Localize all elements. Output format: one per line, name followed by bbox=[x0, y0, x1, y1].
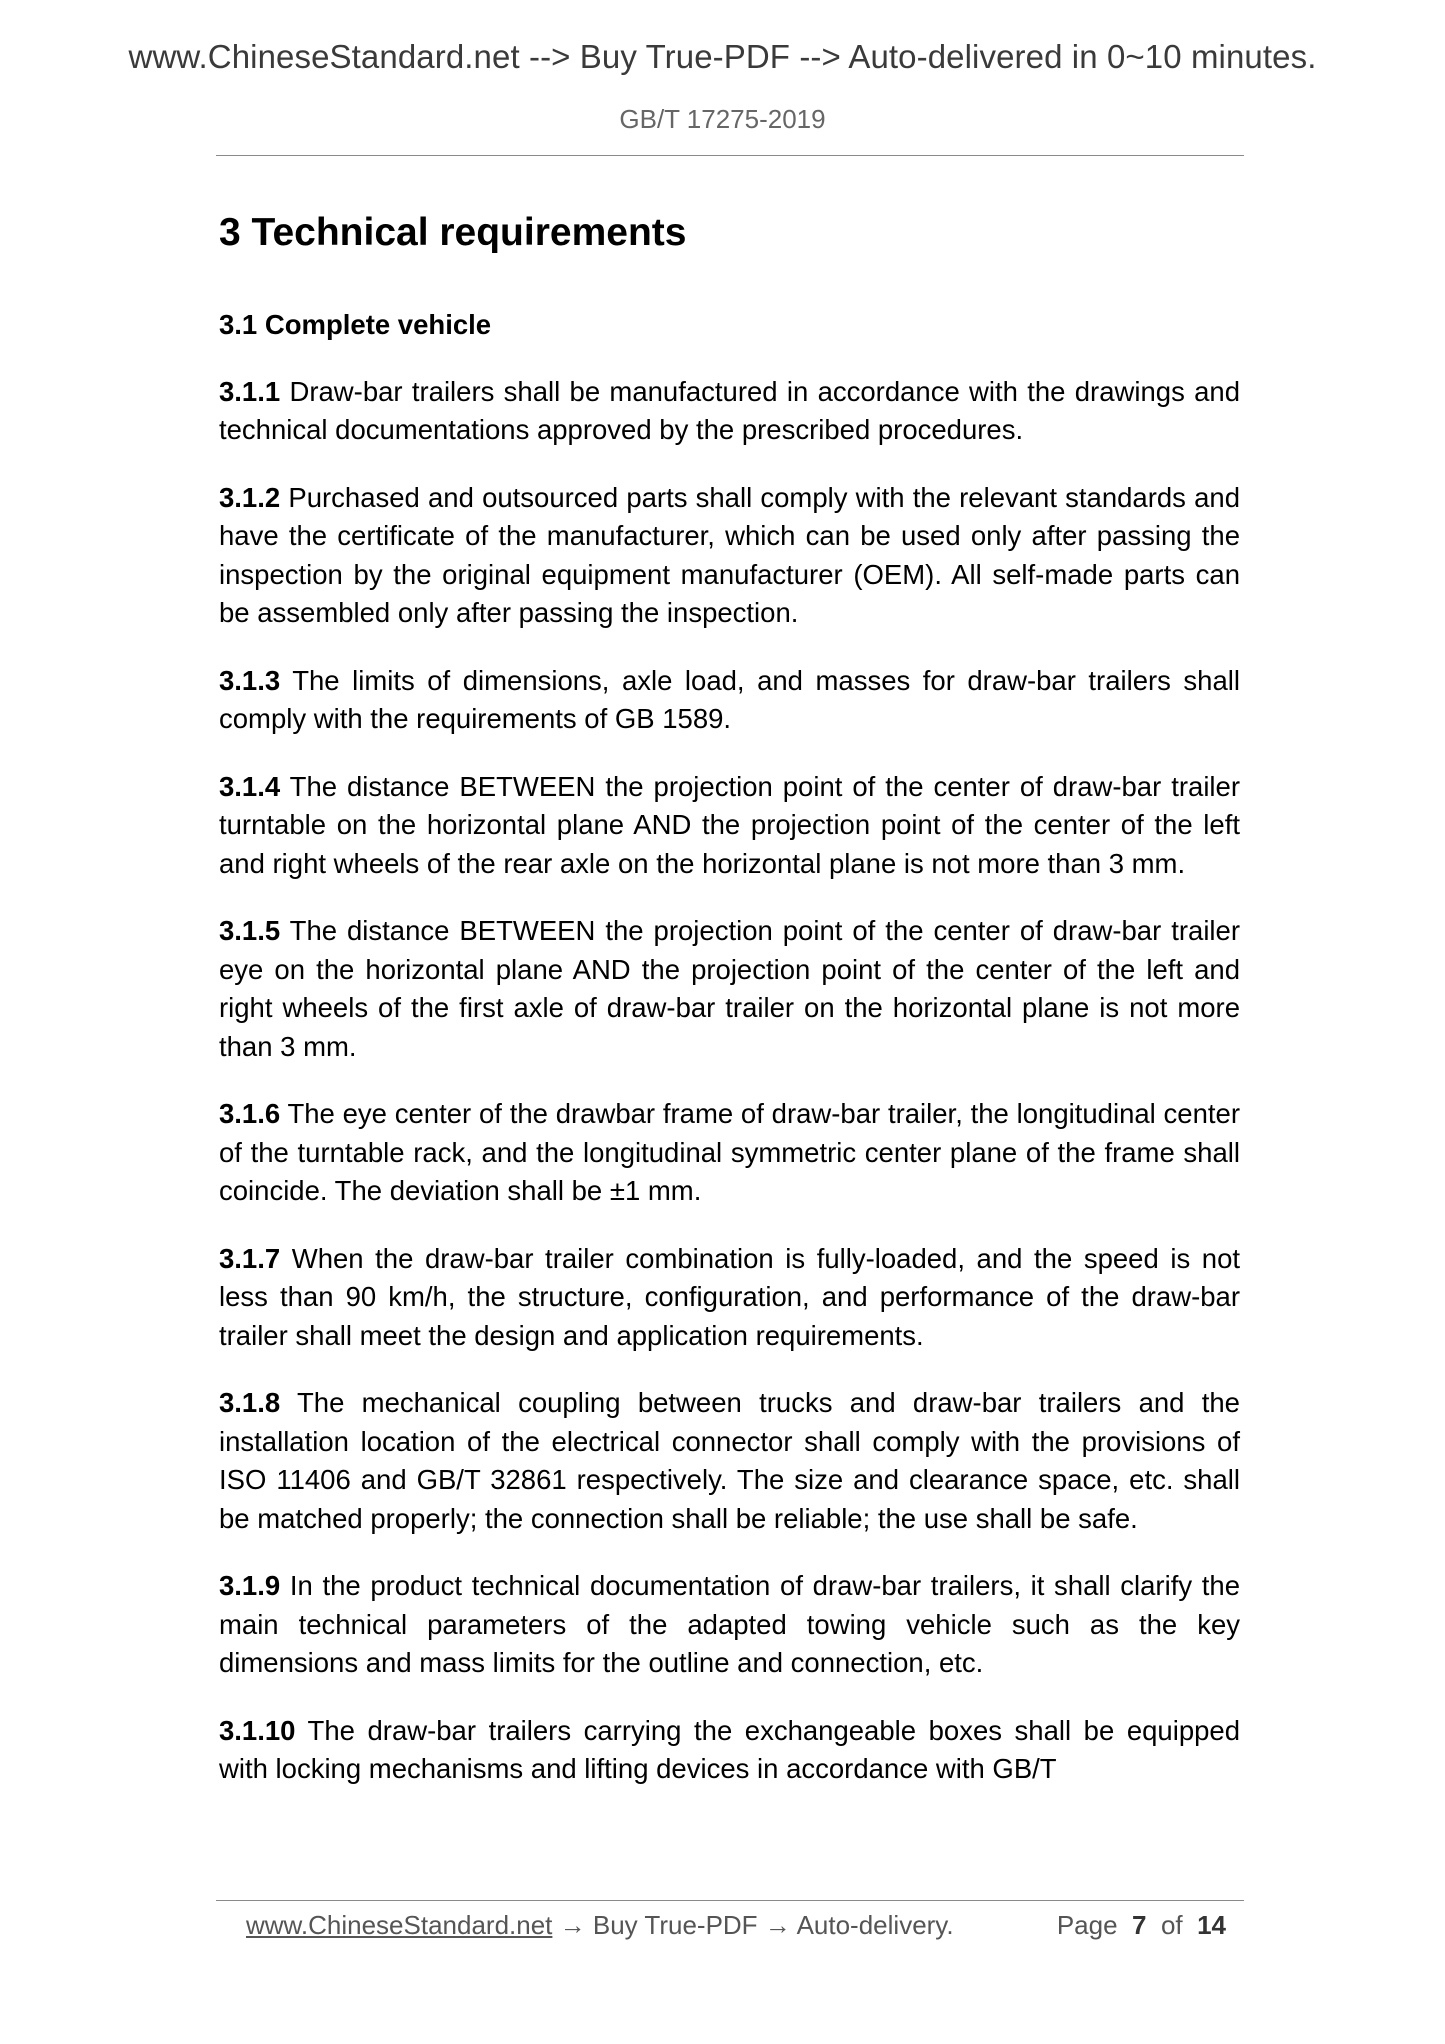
footer-promo-text: → Buy True-PDF → Auto-delivery. bbox=[552, 1910, 954, 1940]
clause-number: 3.1.9 bbox=[219, 1570, 281, 1602]
footer-site-link[interactable]: www.ChineseStandard.net bbox=[246, 1910, 553, 1940]
clause-3-1-4 bbox=[219, 768, 1240, 884]
clause-number: 3.1.10 bbox=[219, 1714, 296, 1746]
page-current: 7 bbox=[1132, 1910, 1147, 1940]
page-indicator bbox=[1057, 1910, 1226, 1941]
clause-number: 3.1.7 bbox=[219, 1242, 281, 1274]
clause-3-1-8 bbox=[219, 1384, 1240, 1538]
top-banner: www.ChineseStandard.net --> Buy True-PDF --> Auto-delivered in 0~10 minutes. bbox=[128, 38, 1317, 75]
page-label: Page bbox=[1056, 1910, 1118, 1940]
clause-text: The distance BETWEEN the projection point of the center of draw-bar trailer turntable on the horizontal plane AND the projection point of the center of the left and right wheels of the rear axle on the horizontal plane is not more than 3 mm. bbox=[219, 770, 1240, 879]
clause-number: 3.1.8 bbox=[219, 1387, 281, 1419]
clause-3-1-3 bbox=[219, 662, 1240, 739]
clause-3-1-5 bbox=[219, 912, 1240, 1066]
clause-text: The draw-bar trailers carrying the exchangeable boxes shall be equipped with locking mechanisms and lifting devices in accordance with GB/T bbox=[219, 1714, 1240, 1785]
clause-text: The mechanical coupling between trucks and draw-bar trailers and the installation location of the electrical connector shall comply with the provisions of ISO 11406 and GB/T 32861 respectively. The size and clearance space, etc. shall be matched properly; the connection shall be reliable; the use shall be safe. bbox=[219, 1387, 1240, 1534]
clause-text: Purchased and outsourced parts shall comply with the relevant standards and have the certificate of the manufacturer, which can be used only after passing the inspection by the original equipment manufacturer (OEM). All self-made parts can be assembled only after passing the inspection. bbox=[219, 481, 1240, 629]
clause-text: The limits of dimensions, axle load, and masses for draw-bar trailers shall comply with the requirements of GB 1589. bbox=[219, 664, 1240, 735]
clause-3-1-1 bbox=[219, 373, 1240, 450]
clause-number: 3.1.5 bbox=[219, 915, 281, 947]
document-body bbox=[219, 210, 1240, 1818]
section-title: 3 Technical requirements bbox=[219, 211, 687, 254]
clause-text: When the draw-bar trailer combination is fully-loaded, and the speed is not less than 90 km/h, the structure, configuration, and performance of the draw-bar trailer shall meet the design and application requirements. bbox=[219, 1242, 1240, 1351]
clause-number: 3.1.1 bbox=[219, 375, 281, 407]
subsection-title: 3.1 Complete vehicle bbox=[219, 308, 492, 340]
footer-divider bbox=[216, 1900, 1244, 1901]
clause-3-1-7 bbox=[219, 1240, 1240, 1356]
header-divider bbox=[216, 155, 1244, 156]
clause-text: The eye center of the drawbar frame of draw-bar trailer, the longitudinal center of the turntable rack, and the longitudinal symmetric center plane of the frame shall coincide. The deviation shall be ±1 mm. bbox=[219, 1098, 1240, 1207]
standard-code: GB/T 17275-2019 bbox=[619, 104, 826, 134]
clause-text: The distance BETWEEN the projection point of the center of draw-bar trailer eye on the horizontal plane AND the projection point of the center of the left and right wheels of the first axle of draw-bar trailer on the horizontal plane is not more than 3 mm. bbox=[219, 915, 1240, 1062]
clause-3-1-2 bbox=[219, 479, 1240, 633]
clause-3-1-10 bbox=[219, 1712, 1240, 1789]
clause-number: 3.1.2 bbox=[219, 481, 281, 513]
clause-text: In the product technical documentation of draw-bar trailers, it shall clarify the main technical parameters of the adapted towing vehicle such as the key dimensions and mass limits for the outline and connection, etc. bbox=[219, 1570, 1240, 1679]
clause-number: 3.1.6 bbox=[219, 1098, 281, 1130]
clause-3-1-6 bbox=[219, 1095, 1240, 1211]
clause-number: 3.1.3 bbox=[219, 664, 281, 696]
page-total: 14 bbox=[1197, 1910, 1226, 1940]
footer-promo bbox=[246, 1910, 954, 1941]
page-of: of bbox=[1160, 1910, 1183, 1940]
clause-text: Draw-bar trailers shall be manufactured in accordance with the drawings and technical documentations approved by the prescribed procedures. bbox=[219, 375, 1241, 446]
clause-3-1-9 bbox=[219, 1567, 1240, 1683]
clause-number: 3.1.4 bbox=[219, 770, 281, 802]
